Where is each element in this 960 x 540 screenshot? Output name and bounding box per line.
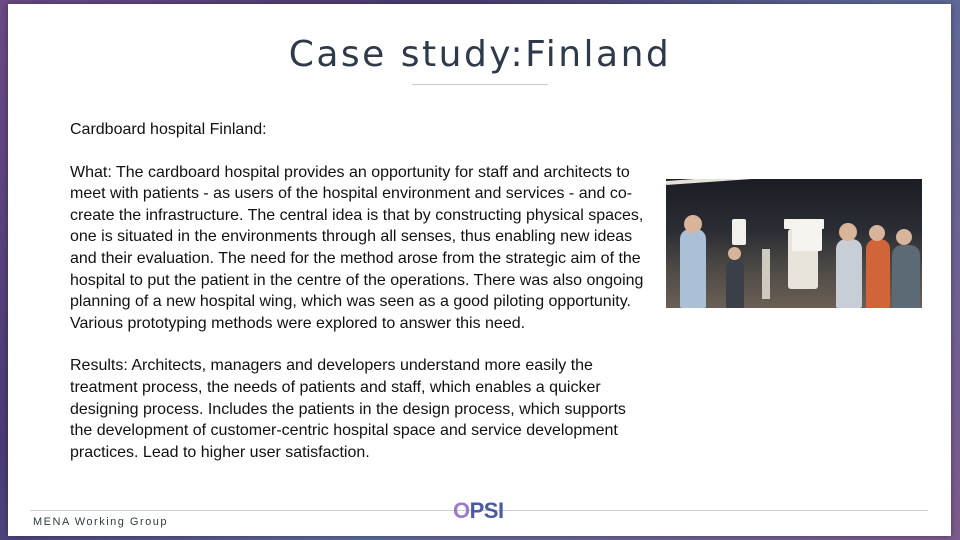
photo-lamp <box>732 219 746 245</box>
photo-head <box>896 229 912 245</box>
photo-beam <box>666 179 922 185</box>
photo-head <box>728 247 741 260</box>
photo-pole <box>762 249 770 299</box>
photo-head <box>869 225 885 241</box>
opsi-logo <box>453 499 504 523</box>
section-heading <box>70 119 650 141</box>
what-paragraph <box>70 162 650 335</box>
logo-o: O <box>453 498 470 523</box>
results-paragraph <box>70 355 650 463</box>
footer-org: MENA Working Group <box>33 516 169 528</box>
photo-head <box>684 215 702 233</box>
photo-person <box>866 239 890 308</box>
slide-title: Case study:Finland <box>288 34 672 75</box>
title-divider <box>412 84 548 85</box>
what-text: : The cardboard hospital provides an opportunity for staff and architects to meet with patients - as users of the hospital environment and services - and co-create the infrastructure. The central idea is that by constructing physical spaces, one is situated in the environments through all senses, thus enabling new ideas and their evaluation. The need for the method arose from the strategic aim of the hospital to put the patient in the centre of the operations. There was also ongoing planning of a new hospital wing, which was seen as a good piloting opportunity. Various prototyping methods were explored to answer this need. <box>70 163 644 332</box>
photo-lamp <box>792 221 822 251</box>
photo-person <box>892 245 920 308</box>
logo-rest: PSI <box>469 498 504 523</box>
body-text <box>70 119 650 463</box>
photo-person <box>726 259 744 308</box>
photo-person <box>836 239 862 308</box>
photo-person <box>680 229 706 308</box>
photo-head <box>839 223 857 241</box>
heading-text: Cardboard hospital Finland: <box>70 121 267 138</box>
results-text: : Architects, managers and developers understand more easily the treatment process, the needs of patients and staff, which enables a quicker designing process. Includes the patients in the design process, which supports the development of customer-centric hospital space and service development practices. Lead to higher user satisfaction. <box>70 357 626 461</box>
what-label: What <box>70 163 108 181</box>
results-label: Results <box>70 357 124 375</box>
cardboard-hospital-photo <box>666 179 922 308</box>
